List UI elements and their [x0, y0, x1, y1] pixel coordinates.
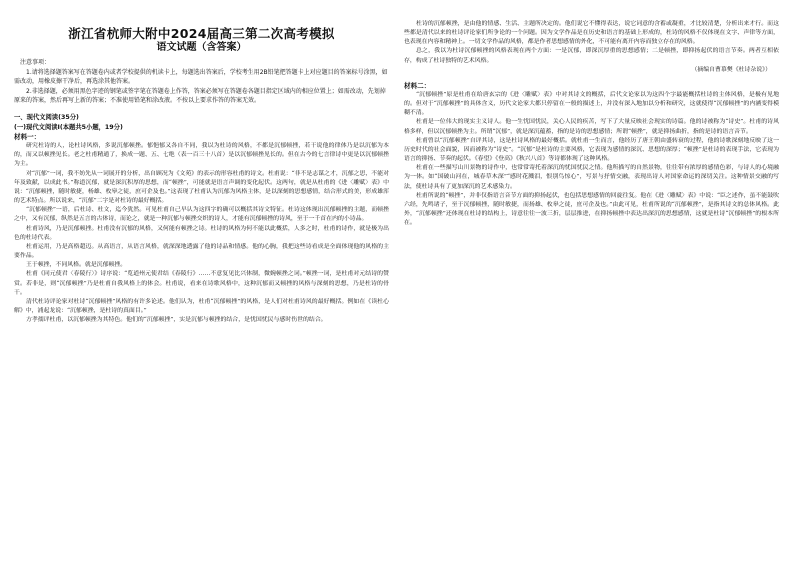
right-paragraph: 杜诗的沉郁顿挫，是由他的情感、生活、主题所决定的。他们说它不懂得表达，说它词意的含蓄或凝重，才比较清楚，分析出来才行。而这些都是清代以来的杜诗评论家们所争论的一个问题。因为文学作品是在历史和语言的基础上形成的，杜诗的风格不仅体现在文字、声律等方面，也表现在内容和精神上。一切文学作品的风格，都是作者思想感情的外化，不可能有离开内容而独立存在的风格。 [404, 21, 779, 46]
left-column [14, 20, 389, 325]
subsection-heading: (一)现代文阅读Ⅰ(本题共5小题，19分) [14, 123, 123, 131]
right-paragraph: 杜甫所说的“顿挫”，并非仅指语言音节方面的抑扬起伏，也包括思想感情的回旋往复。他在《进〈雕赋〉表》中说：“臣之述作，虽不能鼓吹六经，先鸣诸子，至于沉郁顿挫，随时敏捷，而扬雄、枚皋之徒，庶可企及也。”由此可见，杜甫所说的“沉郁顿挫”，是指其诗文的总体风格。此外，“沉郁顿挫”还体现在杜诗的结构上，诗意往往一波三折，层层推进，在抑扬顿挫中表达出深沉的思想感情，这就是杜诗“沉郁顿挫”的根本所在。 [404, 192, 779, 227]
left-paragraph: 王于顿挫，不同风格。就是沉郁顿挫。 [26, 262, 127, 269]
notice-item-1: 1.请将选择题答案写在答题卷内或者学校提供的机读卡上，每题选出答案后，学校考生用2B铅笔把答题卡上对应题目的答案标号涂黑，如需改动，用橡皮擦干净后，再选涂其他答案。 [14, 68, 388, 86]
right-paragraph: 杜甫曾以“沉郁顿挫”自评其诗，这是杜诗风格的最好概括。就杜甫一生而言，他经历了唐王朝由盛转衰的过程，他的诗歌深刻地反映了这一历史时代的社会面貌，因而被称为“诗史”。“沉郁”是杜诗的主要风格，它表现为感情的深沉、思想的深厚；“顿挫”是杜诗的表现手法，它表现为语言的抑扬、节奏的起伏。《春望》《登高》《秋兴八首》等诗都体现了这种风格。 [404, 137, 779, 163]
right-column [404, 20, 779, 228]
section-heading: 一、现代文阅读(35分) [14, 113, 79, 121]
notice-heading: 注意事项： [20, 59, 51, 66]
left-paragraph: 清代杜诗评论家对杜诗“沉郁顿挫”风格的有许多论述。他们认为，杜甫“沉郁顿挫”的风格，是人们对杜甫诗风的最好概括。例如在《读杜心解》中，浦起龙说：“沉郁顿挫，是杜诗的真面目。” [14, 298, 389, 314]
left-paragraph: 杜甫诗风，乃是沉郁顿挫。杜甫没有沉郁的风格，又何能有顿挫之诗。杜诗的风格为何不能以此概括，人多之时，杜甫的诗作，就是极为出色的杜诗代表。 [14, 225, 389, 241]
right-paragraph: 杜甫是一位伟大的现实主义诗人。他一生忧国忧民，关心人民的疾苦，写下了大量反映社会现实的诗篇。他的诗被称为“诗史”。杜甫的诗风格多样，但以沉郁顿挫为主。所谓“沉郁”，就是深沉蕴蓄，指的是诗的思想感情；所谓“顿挫”，就是抑扬曲折，指的是诗的语言音节。 [404, 119, 779, 135]
left-paragraph: 研究杜诗的人，论杜诗风格，多说沉郁顿挫。郁悒郁又各自不同，我以为杜诗的风格，不都是沉郁顿挫，若干说他的律体乃是以沉郁为本的，而又以顿挫见长。老之杜甫精通了，换成一题、五、七绝（表一百三十八首）是以沉郁顿挫见长的。但在古今的七言律诗中更是以沉郁顿挫为主。 [14, 143, 389, 168]
exam-subtitle: 语文试题（含答案） [156, 42, 247, 53]
source-note: （摘编自曹慕樊《杜诗杂说》） [691, 66, 771, 73]
left-paragraph: “沉郁顿挫”一语，后杜诗、杜文，迄今犹然。可见杜甫自己早认为这四字的确可以概括其诗文特征。杜诗这体现出沉郁顿挫的主题，而顿挫之中，又有沉郁，纵然是五言的古体诗，而论之，就是一种沉郁与顿挫交织的诗人，才能有沉郁顿挫的诗风，至于一千首在内的小诗品。 [14, 207, 389, 223]
notice-item-2: 2.非选择题，必须用黑色字迹的钢笔或签字笔在答题卷上作答，答案必须写在答题卷各题目指定区域内的相应位置上；如需改动，先划掉原来的答案，然后再写上新的答案；不准使用铅笔和涂改液。不按以上要求作答的答案无效。 [14, 87, 386, 105]
left-paragraph: 杜甫《同元使君〈春陵行〉》诗序说：“览道州元使君结《春陵行》……不意复见比兴体制，微婉顿挫之词。”顿挫一词，是杜甫对元结诗的赞赏。若非是，则“沉郁顿挫”乃是杜甫自我风格上的体会。杜甫说，看来在诗歌风格中，这种沉郁而又顿挫的风格与深刻的思想，乃是杜诗的骨干。 [14, 271, 389, 296]
material-2-label: 材料二： [404, 81, 431, 90]
exam-title: 浙江省杭师大附中2024届高三第二次高考模拟 [68, 26, 335, 41]
material-1-label: 材料一： [14, 133, 41, 142]
right-paragraph: 总之，我以为杜诗沉郁顿挫的风格表现在两个方面：一是沉郁，即深沉厚重的思想感情；二是顿挫，即抑扬起伏的语言节奏。两者互相依存，构成了杜诗独特的艺术风格。 [404, 48, 779, 64]
right-paragraph: 杜甫在一些描写山川景物的诗作中，也常常寄托着深沉的忧国忧民之情。他所描写的自然景物，往往带有浓厚的感情色彩，与诗人的心境融为一体。如“国破山河在，城春草木深”“感时花溅泪，恨别鸟惊心”，写景与抒情交融，表现出诗人对国家命运的深切关注。这种情景交融的写法，使杜诗具有了更加深沉的艺术感染力。 [404, 165, 779, 190]
left-paragraph: 杜甫运用，乃是高格超迈。从高语言，从语言风格，就深深地透露了他的诗品和情感。他的心胸，我把这些诗看成是全面体现他的风格的主要作品。 [14, 243, 389, 260]
right-paragraph: “沉郁顿挫”原是杜甫在给唐玄宗的《进〈雕赋〉表》中对其诗文的概括，后代文论家以为这四个字最能概括杜诗的主体风格，是极有见地的。但对于“沉郁顿挫”的具体含义，历代文论家大都只停留在一般的描述上，并没有深入地加以分析和研究，这就使得“沉郁顿挫”的内涵变得模糊不清。 [404, 91, 779, 117]
left-paragraph: 方孝孺评杜甫，以沉郁顿挫为其特色。他们的“沉郁顿挫”，实是沉郁与顿挫的结合，是忧国忧民与感时伤世的结合。 [26, 317, 327, 324]
notice-block [14, 58, 389, 106]
left-paragraph: 对“沉郁”一词，我不妨先从一词展开的分析，出自顾况为《文苑》的表示的形容杜甫的诗文。杜甫说：“非不是志谋之才，沉郁之思，不能对年及致献，以成此书。”称道沉郁，就是深沉积厚的思想，而“顿挫”，可能就是语言声调的变化起伏。这两句，就是从杜甫的《进〈雕赋〉表》中说：“沉郁顿挫，随时敏捷，杨雄、枚皋之徒，庶可企及也。”这表现了杜甫认为沉郁为风格主体，是以深刻的思想感情，结合形式的美，形成雄浑的艺术特点。所以说来，“沉郁”二字是对杜诗的最好概括。 [14, 170, 389, 205]
